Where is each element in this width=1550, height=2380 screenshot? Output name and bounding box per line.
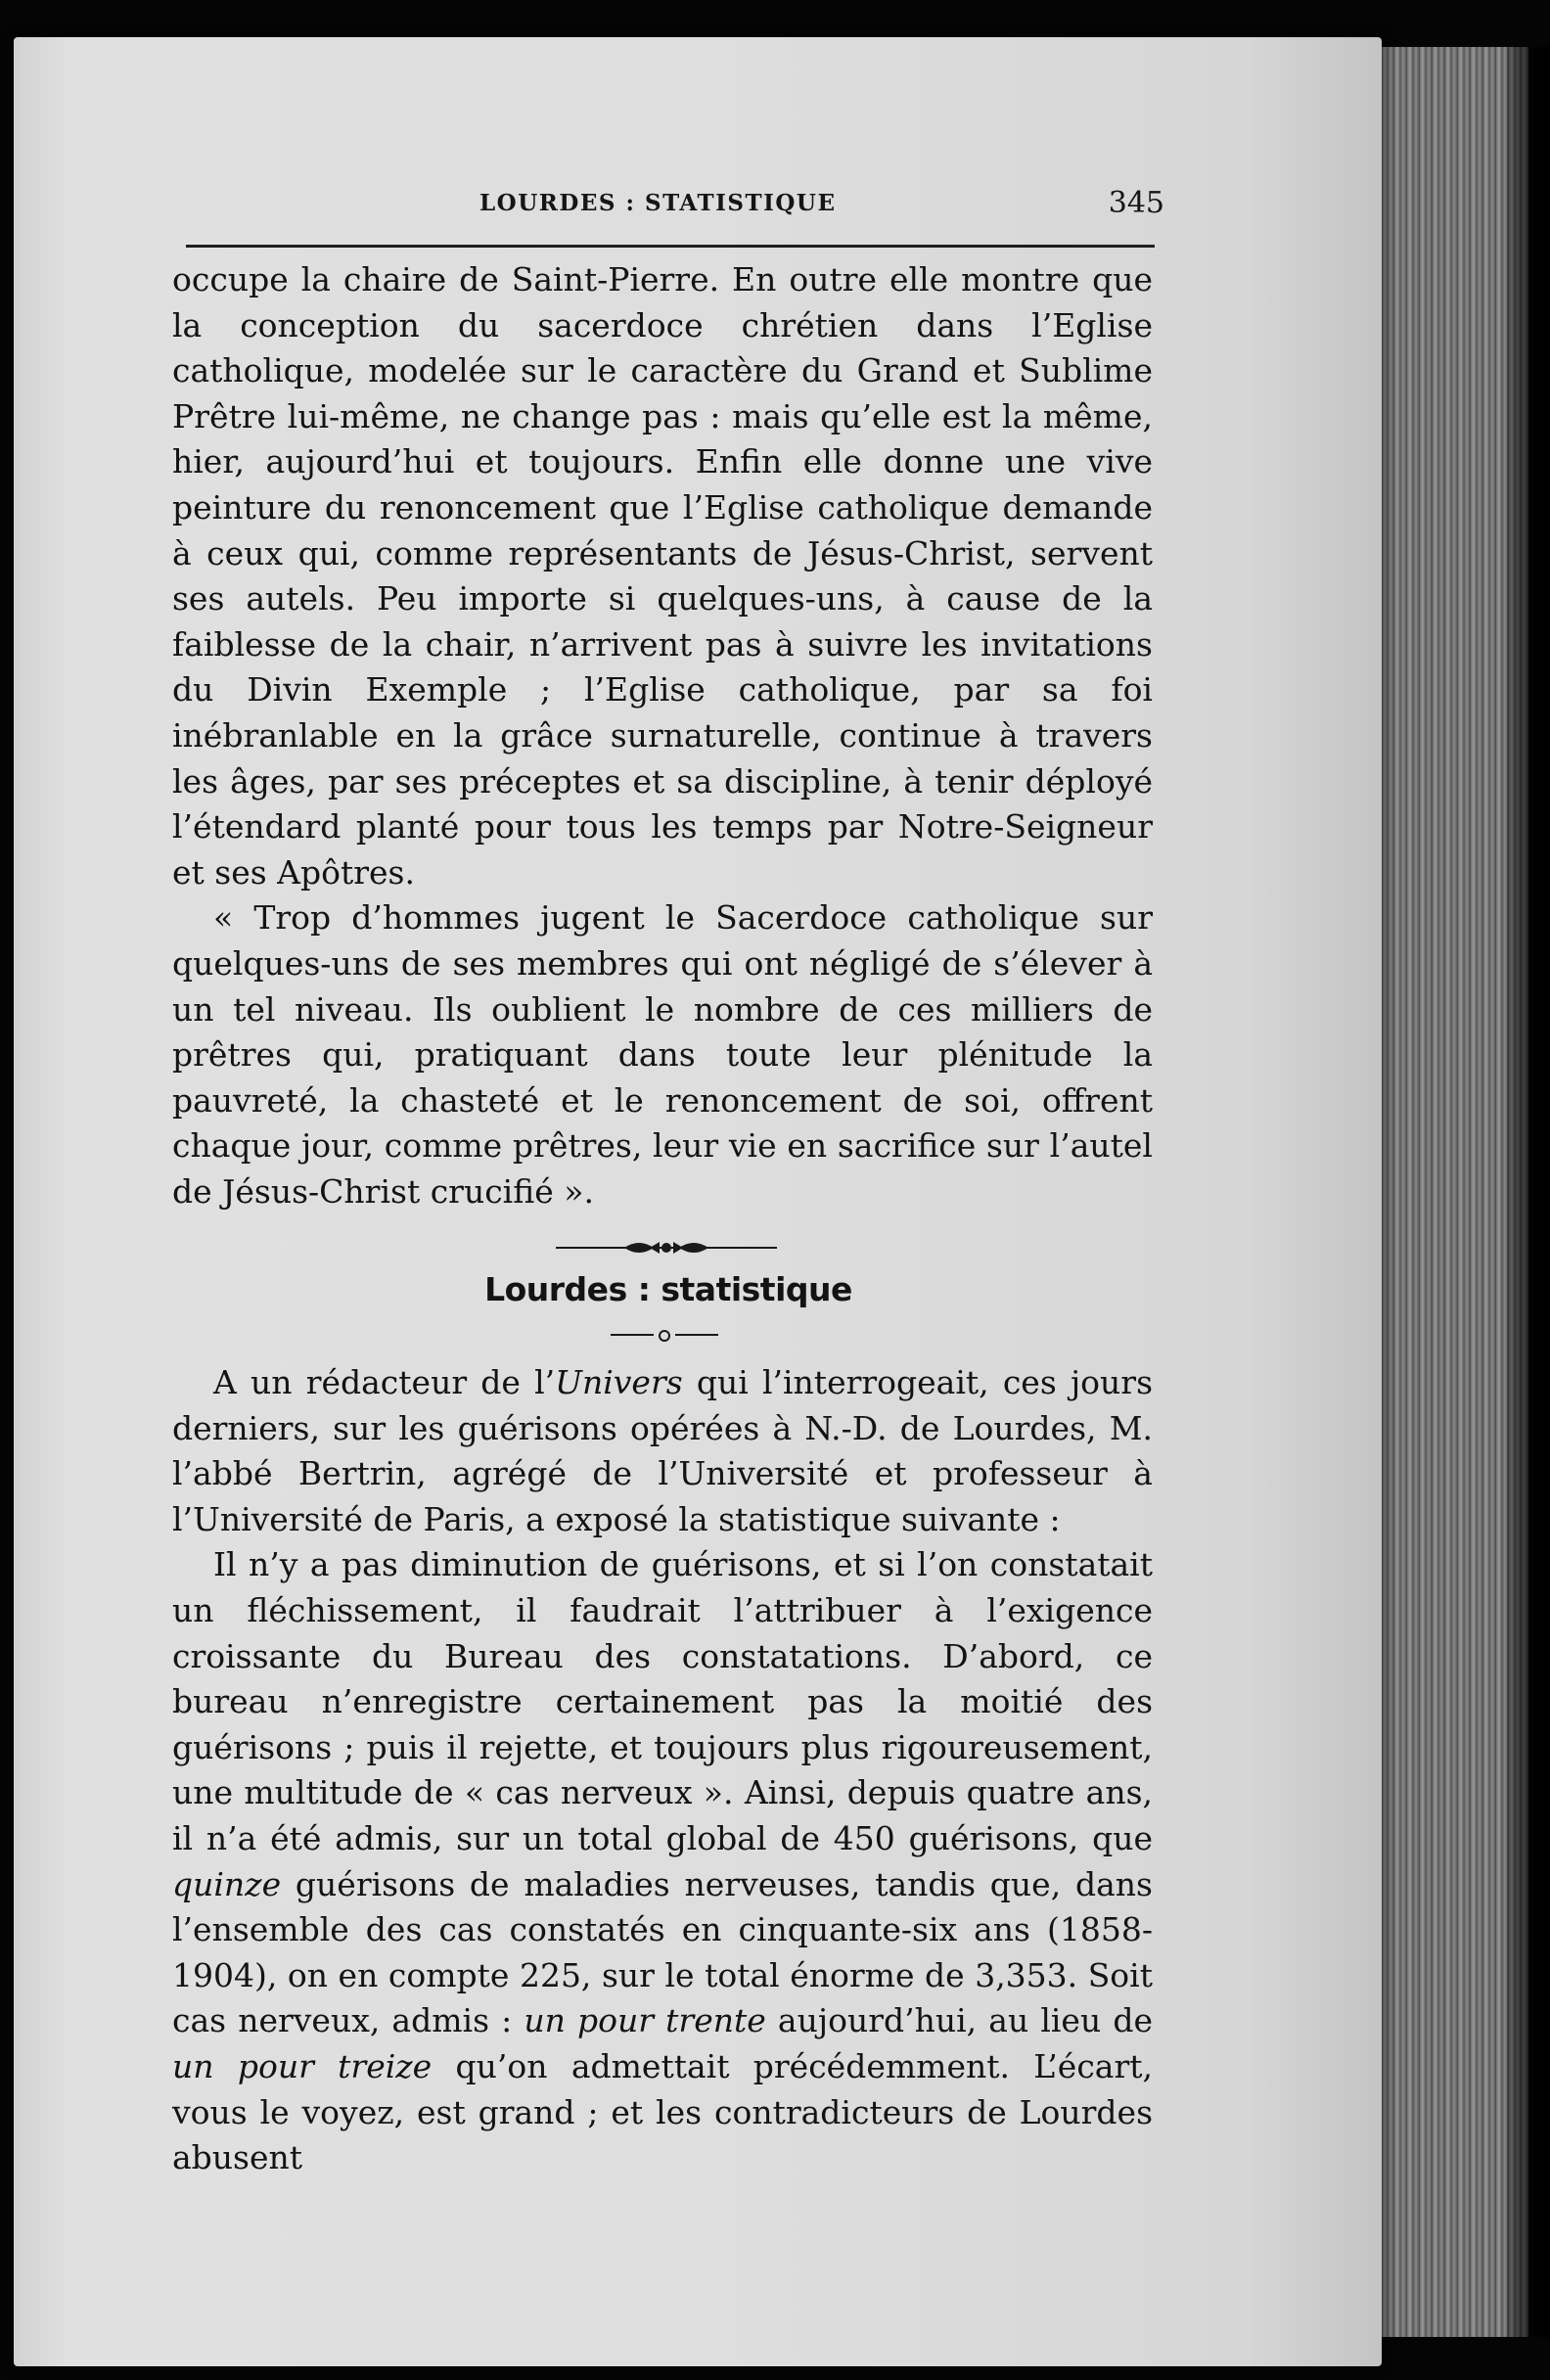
statistics-part: qu’on admettait précédemment. L’écart, vous le voyez, est grand ; et les contradicteurs de Lourdes abusent (172, 2046, 1154, 2177)
paragraph-intro-part: qui l’interrogeait, ces jours derniers, sur les guérisons opérées à N.-D. de Lourdes, M. l’abbé Bertrin, agrégé de l’Université et professeur à l’Université de Paris, a exposé la statistique suivante : (172, 1363, 1154, 1538)
page-number: 345 (1108, 186, 1164, 220)
page-body (172, 257, 1153, 2181)
paragraph-quote: « Trop d’hommes jugent le Sacerdoce catholique sur quelques-uns de ses membres qui ont négligé de s’élever à un tel niveau. Ils oublient le nombre de ces milliers de prêtres qui, pratiquant dans toute leur plénitude la pauvreté, la chasteté et le renoncement de soi, offrent chaque jour, comme prêtres, leur vie en sacrifice sur l’autel de Jésus-Christ crucifié ». (172, 898, 1153, 1211)
title-divider-icon (611, 1319, 718, 1349)
header-rule (186, 245, 1155, 248)
statistics-emphasis: quinze (172, 1864, 282, 1903)
book-page (14, 37, 1382, 2366)
newspaper-title: Univers (555, 1363, 683, 1402)
paragraph-continued: occupe la chaire de Saint-Pierre. En outre elle montre que la conception du sacerdoce chrétien dans l’Eglise catholique, modelée sur le caractère du Grand et Sublime Prêtre lui-même, ne change pas : mais qu’elle est la même, hier, aujourd’hui et toujours. Enfin elle donne une vive peinture du renoncement que l’Eglise catholique demande à ceux qui, comme représentants de Jésus-Christ, servent ses autels. Peu importe si quelques-uns, à cause de la faiblesse de la chair, n’arrivent pas à suivre les invitations du Divin Exemple ; l’Eglise catholique, par sa foi inébranlable en la grâce surnaturelle, continue à travers les âges, par ses préceptes et sa discipline, à tenir déployé l’étendard planté pour tous les temps par Notre-Seigneur et ses Apôtres. (172, 260, 1153, 892)
section-ornament-icon (556, 1228, 777, 1267)
statistics-emphasis: un pour trente (524, 2001, 766, 2040)
paragraph-intro-part: A un rédacteur de l’ (213, 1363, 556, 1402)
paragraph-statistics (172, 1542, 1153, 2180)
section-title: Lourdes : statistique (484, 1270, 852, 1309)
paragraph-intro (172, 1360, 1153, 1542)
statistics-part: guérisons de maladies nerveuses, tandis que, dans l’ensemble des cas constatés en cinquante-six ans (1858-1904), on en compte 225, sur le total énorme de 3,353. Soit cas nerveux, admis : (172, 1864, 1153, 2040)
statistics-part: Il n’y a pas diminution de guérisons, et si l’on constatait un fléchissement, il faudrait l’attribuer à l’exigence croissante du Bureau des constatations. D’abord, ce bureau n’enregistre certainement pas la moitié des guérisons ; puis il rejette, et toujours plus rigoureusement, une multitude de « cas nerveux ». Ainsi, depuis quatre ans, il n’a été admis, sur un total global de 450 guérisons, que (172, 1545, 1153, 1857)
running-title: LOURDES : STATISTIQUE (479, 190, 837, 216)
statistics-emphasis: un pour treize (172, 2046, 433, 2085)
statistics-part: aujourd’hui, au lieu de (765, 2001, 1153, 2040)
book-edge-shadow (1507, 47, 1550, 2337)
